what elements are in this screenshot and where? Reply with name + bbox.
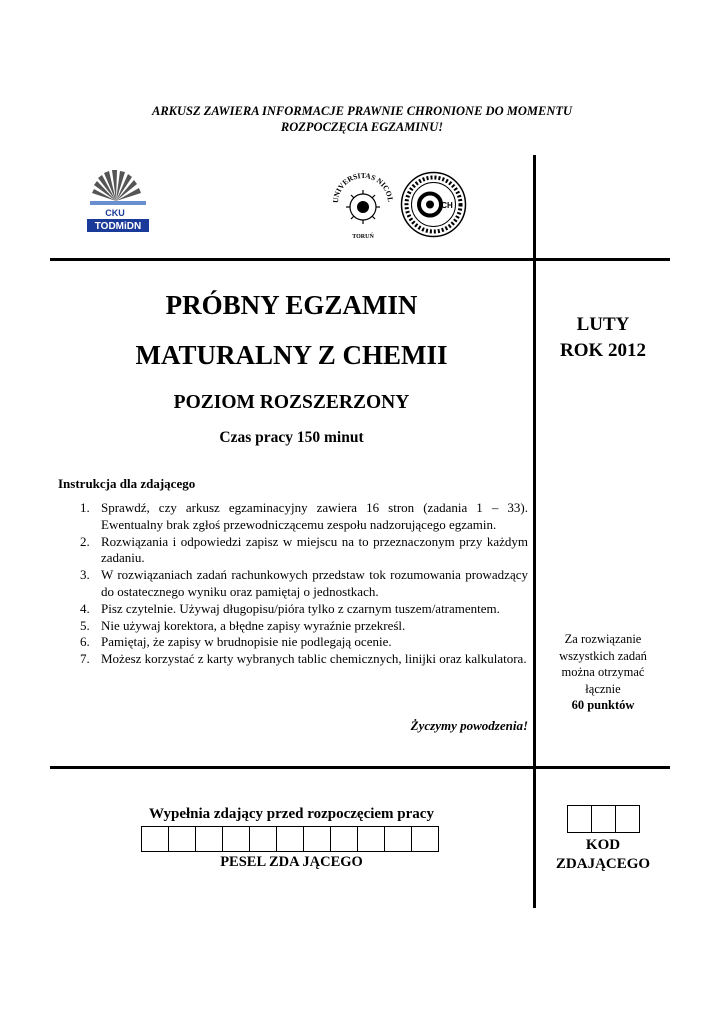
- instruction-number: 3.: [80, 567, 90, 583]
- divider-horizontal-1: [50, 258, 670, 261]
- legal-notice-line2: ROZPOCZĘCIA EGZAMINU!: [280, 120, 444, 134]
- legal-notice-line1: ARKUSZ ZAWIERA INFORMACJE PRAWNIE CHRONIONE DO MOMENTU: [151, 104, 573, 118]
- kod-digit-box[interactable]: [616, 806, 640, 832]
- pesel-digit-box[interactable]: [142, 827, 169, 851]
- exam-month: LUTY: [576, 314, 630, 335]
- instruction-text: Nie używaj korektora, a błędne zapisy wyraźnie przekreśl.: [101, 617, 406, 633]
- instruction-item: [80, 534, 528, 568]
- instruction-item: [80, 567, 528, 601]
- instruction-item: [80, 651, 528, 668]
- cku-todmidn-logo: [86, 167, 150, 243]
- pesel-digit-box[interactable]: [277, 827, 304, 851]
- pesel-digit-box[interactable]: [250, 827, 277, 851]
- divider-vertical-top: [533, 155, 536, 260]
- pesel-digit-box[interactable]: [412, 827, 439, 851]
- points-info: [536, 631, 670, 714]
- exam-year: ROK 2012: [559, 340, 647, 361]
- instruction-text: Pamiętaj, że zapisy w brudnopisie nie podlegają ocenie.: [101, 634, 392, 650]
- points-total-value: 60 punktów: [571, 698, 635, 712]
- points-total: [536, 697, 670, 714]
- instruction-text: Rozwiązania i odpowiedzi zapisz w miejscu na to przeznaczonym przy każdym zadaniu.: [101, 533, 528, 566]
- pesel-digit-box[interactable]: [196, 827, 223, 851]
- instruction-number: 4.: [80, 600, 90, 616]
- good-luck-message: Życzymy powodzenia!: [410, 718, 528, 733]
- kod-label-line1: KOD: [585, 837, 621, 853]
- instructions-list: [80, 500, 528, 668]
- pesel-label: PESEL ZDA JĄCEGO: [220, 854, 363, 870]
- kod-label-line2: ZDAJĄCEGO: [555, 856, 651, 872]
- divider-horizontal-2: [50, 766, 670, 769]
- exam-title-line1: PRÓBNY EGZAMIN: [165, 290, 418, 320]
- points-line4: łącznie: [585, 681, 621, 696]
- ch-logo-text: CH: [441, 201, 453, 210]
- instruction-text: Pisz czytelnie. Używaj długopisu/pióra tylko z czarnym tuszem/atramentem.: [101, 600, 500, 616]
- exam-date: [536, 312, 670, 364]
- kod-label: [536, 836, 670, 874]
- todmidn-logo-text: TODMiDN: [94, 221, 142, 232]
- pesel-digit-box[interactable]: [358, 827, 385, 851]
- instruction-number: 6.: [80, 634, 90, 650]
- instruction-number: 5.: [80, 617, 90, 633]
- umk-university-logo: [330, 163, 396, 241]
- pesel-digit-box[interactable]: [223, 827, 250, 851]
- chemistry-faculty-logo: [400, 171, 467, 238]
- exam-time: Czas pracy 150 minut: [219, 429, 364, 446]
- instruction-text: Możesz korzystać z karty wybranych tablic chemicznych, linijki oraz kalkulatora.: [101, 651, 527, 667]
- instruction-item: [80, 601, 528, 618]
- pesel-digit-box[interactable]: [304, 827, 331, 851]
- instruction-item: [80, 634, 528, 651]
- instruction-number: 1.: [80, 500, 90, 515]
- legal-notice: [0, 103, 724, 135]
- kod-boxes: [567, 805, 640, 833]
- pesel-digit-box[interactable]: [385, 827, 412, 851]
- instruction-text: W rozwiązaniach zadań rachunkowych przedstaw tok rozumowania prowadzący do ostatecznego wyniku oraz pamiętaj o jednostkach.: [101, 567, 528, 599]
- instruction-number: 7.: [80, 651, 90, 667]
- kod-digit-box[interactable]: [592, 806, 616, 832]
- cku-logo-text: CKU: [105, 208, 125, 218]
- pesel-boxes: [141, 826, 439, 852]
- fill-instruction: Wypełnia zdający przed rozpoczęciem pracy: [149, 806, 434, 822]
- pesel-digit-box[interactable]: [331, 827, 358, 851]
- pesel-digit-box[interactable]: [169, 827, 196, 851]
- svg-text:UNIVERSITAS NICOLAI COPERNICI: [330, 163, 395, 203]
- exam-title-line2: MATURALNY Z CHEMII: [135, 340, 448, 370]
- instruction-number: 2.: [80, 533, 90, 549]
- instruction-item: [80, 618, 528, 635]
- exam-level: POZIOM ROZSZERZONY: [173, 392, 410, 413]
- instruction-text: Sprawdź, czy arkusz egzaminacyjny zawiera 16 stron (zadania 1 – 33). Ewentualny brak zgłoś przewodniczącemu zespołu nadzorującego egzamin.: [101, 500, 528, 532]
- points-line1: Za rozwiązanie: [564, 632, 642, 646]
- points-line3: można otrzymać: [561, 665, 645, 679]
- umk-ring-text: UNIVERSITAS NICOL: [330, 170, 396, 204]
- points-line2: wszystkich zadań: [559, 648, 647, 663]
- umk-city-text: TORUŃ: [352, 234, 374, 240]
- kod-digit-box[interactable]: [568, 806, 592, 832]
- instruction-item: [80, 500, 528, 534]
- instructions-heading: Instrukcja dla zdającego: [58, 476, 196, 491]
